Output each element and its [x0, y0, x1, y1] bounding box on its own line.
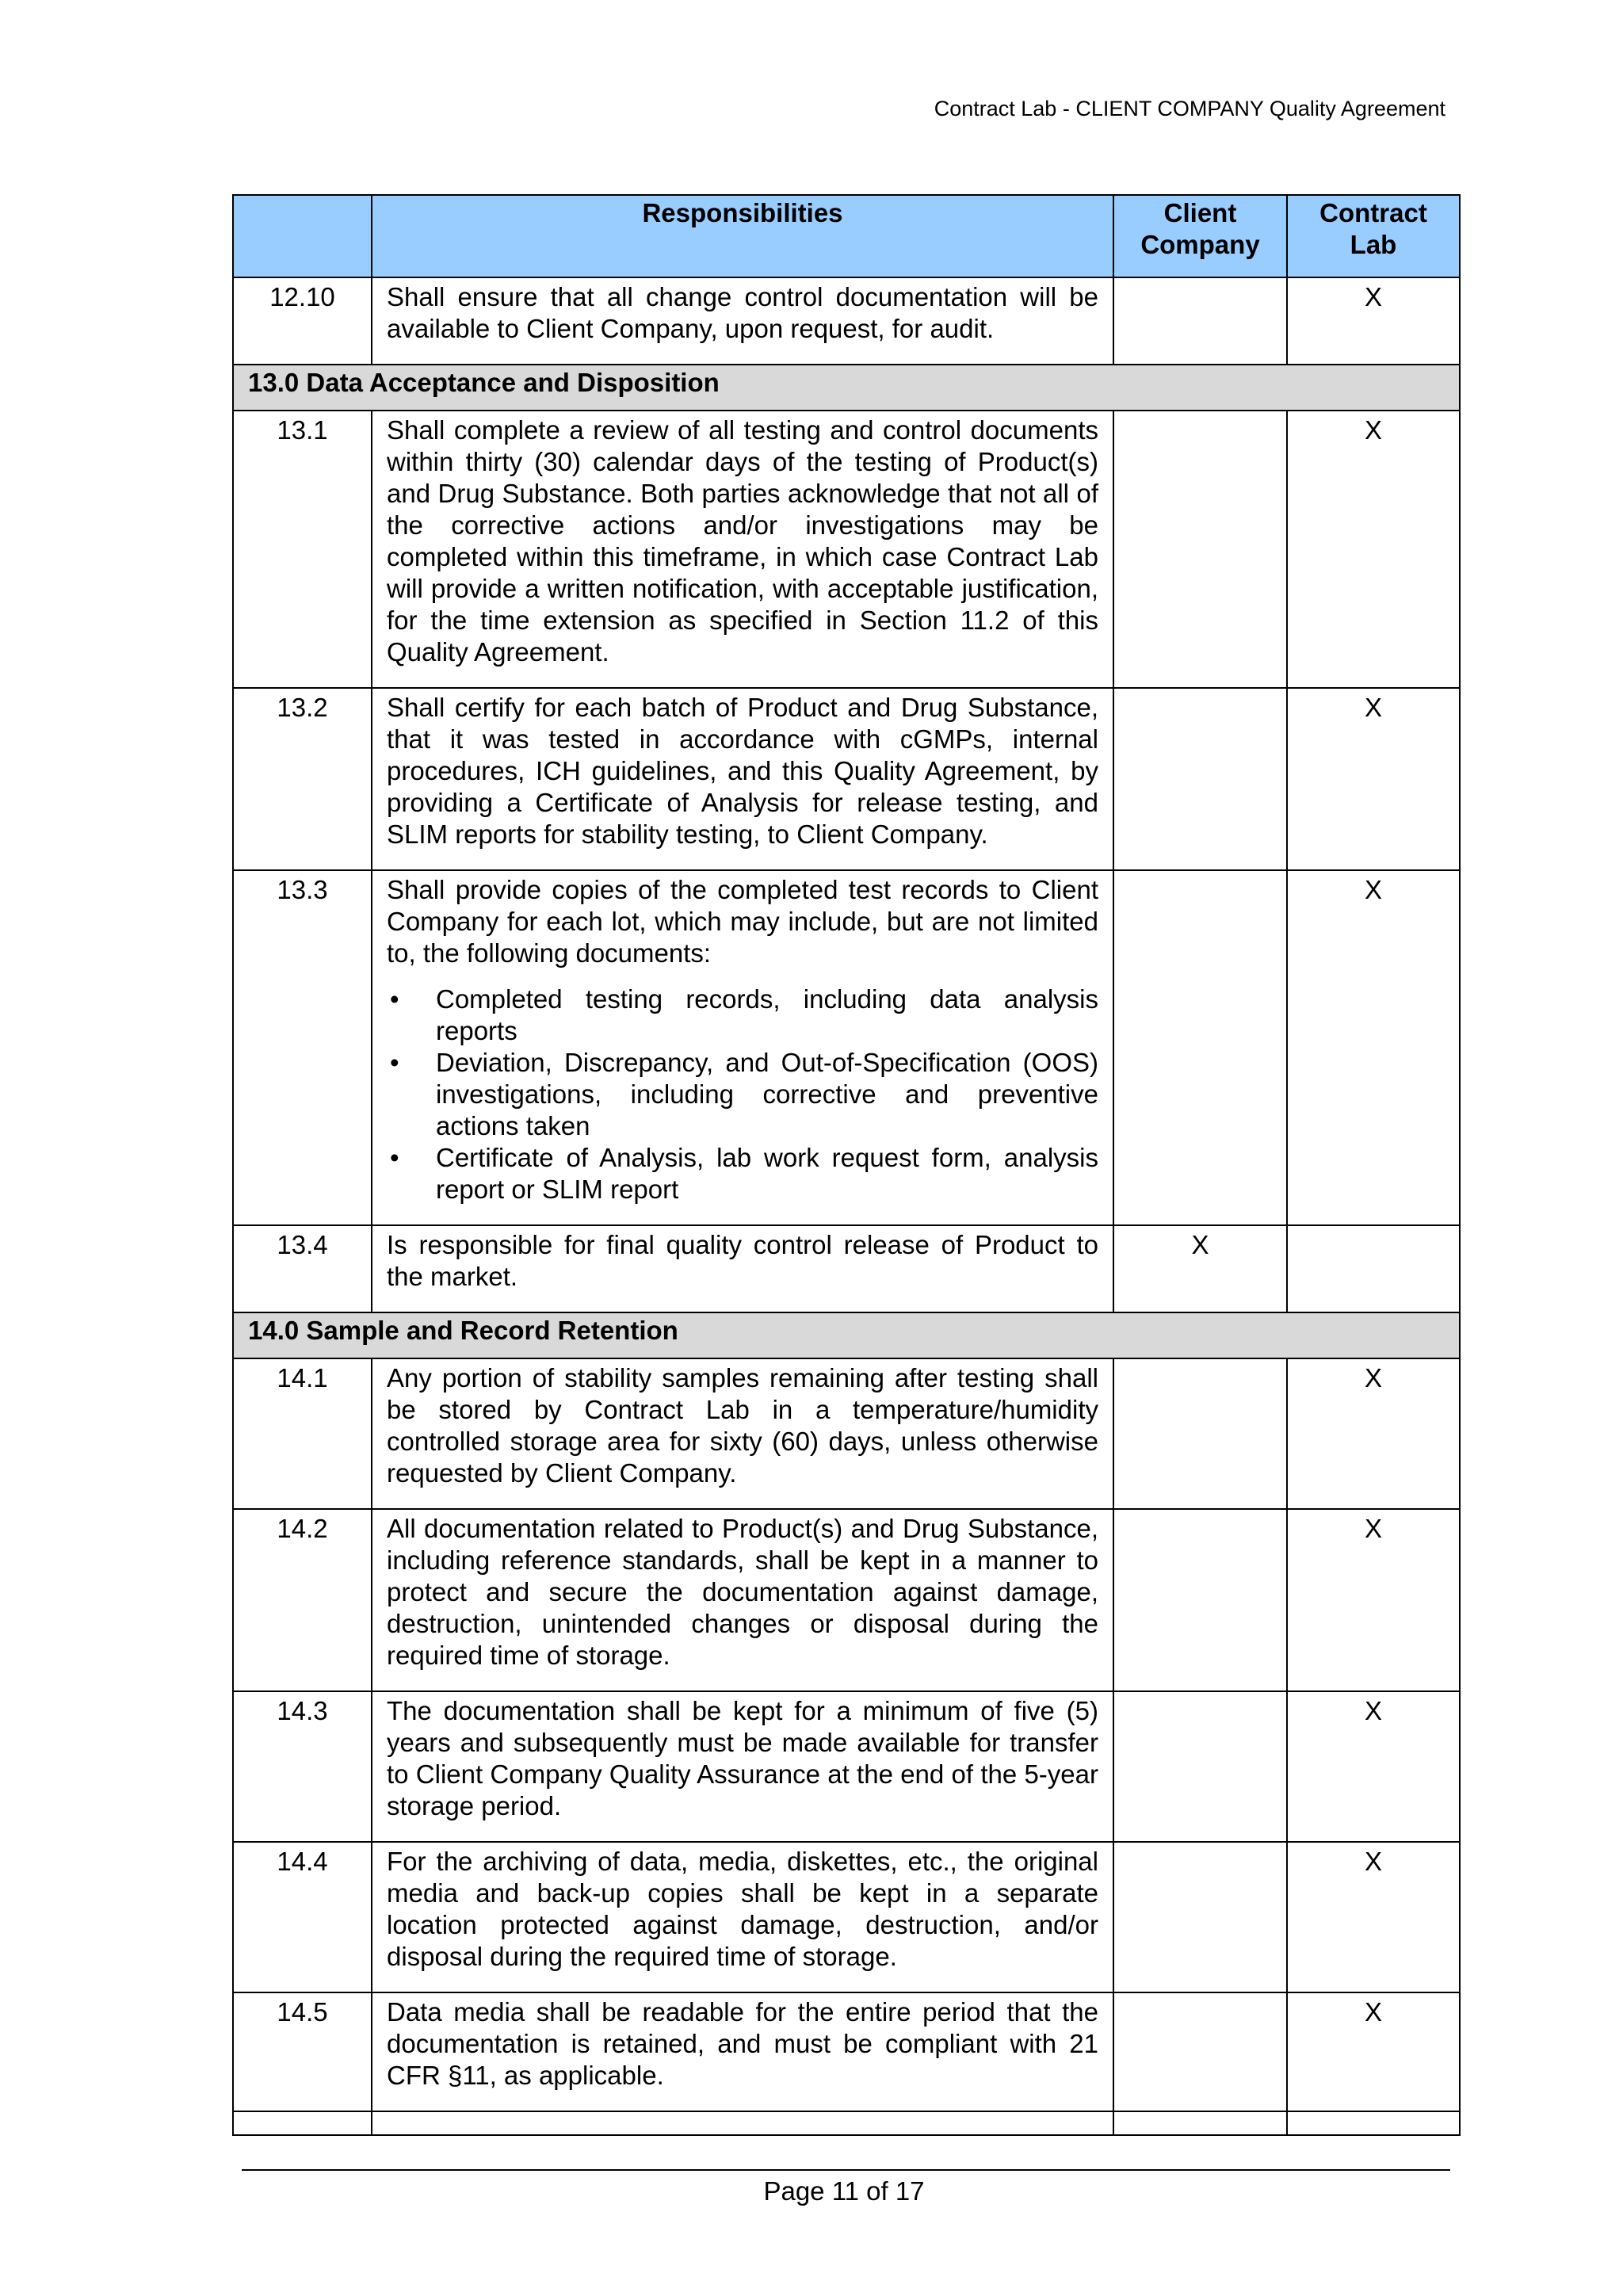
document-bullet-list — [387, 984, 1098, 1205]
contract-lab-mark: X — [1287, 1509, 1460, 1691]
table-row — [233, 870, 1460, 1225]
client-company-mark — [1113, 1358, 1287, 1509]
table-row — [233, 1992, 1460, 2111]
client-company-mark — [1113, 1509, 1287, 1691]
contract-lab-mark — [1287, 2111, 1460, 2135]
responsibility-cell — [372, 870, 1113, 1225]
item-number: 14.1 — [233, 1358, 372, 1509]
section-heading: 13.0 Data Acceptance and Disposition — [233, 365, 1460, 411]
item-number: 13.2 — [233, 688, 372, 870]
section-heading: 14.0 Sample and Record Retention — [233, 1312, 1460, 1358]
item-number: 14.5 — [233, 1992, 372, 2111]
page-header-title: Contract Lab - CLIENT COMPANY Quality Agreement — [934, 97, 1445, 120]
bullet-item: • Completed testing records, including data analysis reports — [436, 984, 1098, 1047]
item-number — [233, 2111, 372, 2135]
item-number: 14.3 — [233, 1691, 372, 1842]
responsibility-text — [372, 2111, 1113, 2135]
contract-lab-mark: X — [1287, 411, 1460, 688]
table-header-row — [233, 195, 1460, 277]
client-company-mark — [1113, 688, 1287, 870]
table-row — [233, 411, 1460, 688]
contract-lab-mark: X — [1287, 277, 1460, 365]
contract-lab-mark — [1287, 1225, 1460, 1312]
client-company-mark — [1113, 1691, 1287, 1842]
responsibility-text: The documentation shall be kept for a minimum of five (5) years and subsequently must be made available for transfer to Client Company Quality Assurance at the end of the 5-year storage period. — [372, 1691, 1113, 1842]
item-number: 14.4 — [233, 1842, 372, 1992]
column-header-contract-lab: Contract Lab — [1287, 195, 1460, 277]
contract-lab-mark: X — [1287, 1691, 1460, 1842]
responsibility-text: Shall provide copies of the completed test records to Client Company for each lot, which may include, but are not limited to, the following documents: — [387, 875, 1098, 968]
responsibility-text: For the archiving of data, media, diskettes, etc., the original media and back-up copies shall be kept in a separate location protected against damage, destruction, and/or disposal during the required time of storage. — [372, 1842, 1113, 1992]
contract-lab-mark: X — [1287, 1358, 1460, 1509]
responsibility-text: Shall ensure that all change control documentation will be available to Client Company, upon request, for audit. — [372, 277, 1113, 365]
column-header-number — [233, 195, 372, 277]
responsibility-text: Shall certify for each batch of Product and Drug Substance, that it was tested in accordance with cGMPs, internal procedures, ICH guidelines, and this Quality Agreement, by providing a Certificate of Analysis for release testing, and SLIM reports for stability testing, to Client Company. — [372, 688, 1113, 870]
client-company-mark — [1113, 2111, 1287, 2135]
responsibility-text: Any portion of stability samples remaining after testing shall be stored by Contract Lab in a temperature/humidity controlled storage area for sixty (60) days, unless otherwise requested by Client Company. — [372, 1358, 1113, 1509]
bullet-item: • Deviation, Discrepancy, and Out-of-Specification (OOS) investigations, including corrective and preventive actions taken — [436, 1047, 1098, 1142]
item-number: 13.3 — [233, 870, 372, 1225]
item-number: 13.4 — [233, 1225, 372, 1312]
table-row — [233, 1691, 1460, 1842]
contract-lab-mark: X — [1287, 688, 1460, 870]
table-row — [233, 688, 1460, 870]
client-company-mark — [1113, 411, 1287, 688]
client-company-mark — [1113, 870, 1287, 1225]
table-row — [233, 1225, 1460, 1312]
table-row — [233, 2111, 1460, 2135]
column-header-responsibilities: Responsibilities — [372, 195, 1113, 277]
responsibilities-table — [232, 194, 1461, 2136]
responsibility-text: All documentation related to Product(s) and Drug Substance, including reference standards, shall be kept in a manner to protect and secure the documentation against damage, destruction, unintended changes or disposal during the required time of storage. — [372, 1509, 1113, 1691]
table-row — [233, 277, 1460, 365]
responsibility-text: Shall complete a review of all testing and control documents within thirty (30) calendar days of the testing of Product(s) and Drug Substance. Both parties acknowledge that not all of the corrective actions and/or investigations may be completed within this timeframe, in which case Contract Lab will provide a written notification, with acceptable justification, for the time extension as specified in Section 11.2 of this Quality Agreement. — [372, 411, 1113, 688]
client-company-mark — [1113, 1842, 1287, 1992]
section-heading-row — [233, 1312, 1460, 1358]
item-number: 14.2 — [233, 1509, 372, 1691]
footer-divider — [242, 2169, 1450, 2171]
column-header-client-company: Client Company — [1113, 195, 1287, 277]
responsibility-text: Data media shall be readable for the entire period that the documentation is retained, and must be compliant with 21 CFR §11, as applicable. — [372, 1992, 1113, 2111]
page-number: Page 11 of 17 — [763, 2176, 925, 2206]
item-number: 12.10 — [233, 277, 372, 365]
responsibility-text: Is responsible for final quality control release of Product to the market. — [372, 1225, 1113, 1312]
contract-lab-mark: X — [1287, 1842, 1460, 1992]
table-row — [233, 1509, 1460, 1691]
contract-lab-mark: X — [1287, 870, 1460, 1225]
item-number: 13.1 — [233, 411, 372, 688]
client-company-mark — [1113, 1992, 1287, 2111]
table-row — [233, 1842, 1460, 1992]
bullet-item: • Certificate of Analysis, lab work request form, analysis report or SLIM report — [436, 1142, 1098, 1205]
table-row — [233, 1358, 1460, 1509]
section-heading-row — [233, 365, 1460, 411]
client-company-mark: X — [1113, 1225, 1287, 1312]
client-company-mark — [1113, 277, 1287, 365]
contract-lab-mark: X — [1287, 1992, 1460, 2111]
